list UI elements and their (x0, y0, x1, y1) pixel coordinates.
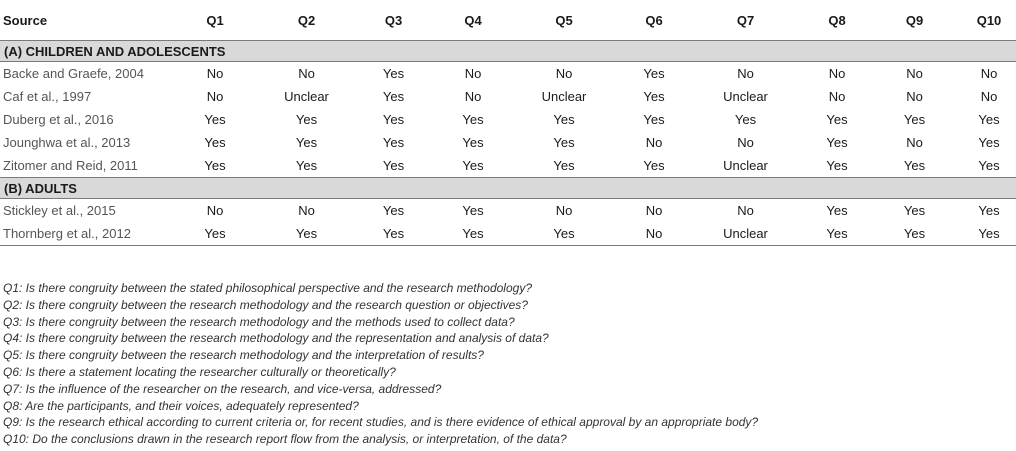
answer-cell: Yes (382, 135, 405, 150)
answer-cell: Yes (462, 112, 484, 127)
answer-cell: No (555, 203, 573, 218)
table-header (0, 0, 1016, 41)
answer-cell: Yes (382, 89, 405, 104)
answer-cell: No (645, 203, 663, 218)
question-legend (3, 280, 758, 448)
answer-cell: Yes (204, 112, 226, 127)
answer-cell: No (298, 203, 315, 218)
source-cell: Backe and Graefe, 2004 (3, 66, 144, 81)
answer-cell: Yes (826, 112, 848, 127)
answer-cell: Yes (382, 203, 405, 218)
source-cell: Stickley et al., 2015 (3, 203, 116, 218)
answer-cell: Unclear (723, 89, 768, 104)
answer-cell: Yes (382, 158, 405, 173)
section-header-row (0, 41, 1016, 62)
answer-cell: Yes (462, 135, 484, 150)
column-header-q9: Q9 (867, 0, 962, 41)
legend-item: Q9: Is the research ethical according to current criteria or, for recent studies, and is there evidence of ethical approval by an appropriate body? (3, 415, 759, 430)
answer-cell: No (737, 135, 754, 150)
answer-cell: Yes (295, 112, 318, 127)
table-row (0, 108, 1016, 131)
legend-item: Q2: Is there congruity between the research methodology and the research question or objectives? (3, 297, 528, 312)
answer-cell: Yes (382, 66, 405, 81)
column-header-q3: Q3 (345, 0, 442, 41)
column-header-q10: Q10 (962, 0, 1016, 41)
answer-cell: No (906, 135, 923, 150)
answer-cell: No (828, 66, 846, 81)
answer-cell: Yes (462, 203, 484, 218)
answer-cell: Yes (734, 112, 757, 127)
table-row (0, 85, 1016, 108)
legend-item: Q8: Are the participants, and their voices, adequately represented? (3, 398, 359, 413)
answer-cell: Yes (204, 135, 226, 150)
table-row (0, 131, 1016, 154)
answer-cell: Yes (903, 203, 926, 218)
answer-cell: Yes (643, 158, 665, 173)
answer-cell: No (206, 66, 224, 81)
answer-cell: No (980, 66, 998, 81)
column-header-q5: Q5 (504, 0, 624, 41)
answer-cell: Unclear (284, 89, 329, 104)
answer-cell: No (206, 203, 224, 218)
answer-cell: Yes (826, 158, 848, 173)
answer-cell: No (906, 89, 923, 104)
answer-cell: No (555, 66, 573, 81)
answer-cell: Yes (295, 158, 318, 173)
answer-cell: No (645, 135, 663, 150)
answer-cell: Unclear (684, 222, 807, 246)
answer-cell: Yes (807, 222, 867, 246)
table-row (0, 222, 1016, 246)
answer-cell: No (206, 89, 224, 104)
answer-cell: No (828, 89, 846, 104)
answer-cell: No (464, 89, 482, 104)
column-header-q4: Q4 (442, 0, 504, 41)
legend-item: Q4: Is there congruity between the research methodology and the representation and analysis of data? (3, 331, 549, 346)
answer-cell: No (737, 66, 754, 81)
answer-cell: Yes (295, 135, 318, 150)
source-cell: Caf et al., 1997 (3, 89, 92, 104)
section-title: (B) ADULTS (0, 178, 1016, 199)
answer-cell: No (906, 66, 923, 81)
answer-cell: Yes (553, 135, 575, 150)
answer-cell: Yes (382, 112, 405, 127)
answer-cell: Yes (826, 135, 848, 150)
answer-cell: Unclear (723, 158, 768, 173)
answer-cell: Yes (643, 89, 665, 104)
source-cell: Jounghwa et al., 2013 (3, 135, 131, 150)
table-row (0, 62, 1016, 86)
table-row (0, 154, 1016, 178)
legend-item: Q5: Is there congruity between the research methodology and the interpretation of results? (3, 348, 484, 363)
answer-cell: Yes (903, 158, 926, 173)
section-title: (A) CHILDREN AND ADOLESCENTS (0, 41, 1016, 62)
column-header-q8: Q8 (807, 0, 867, 41)
answer-cell: Yes (553, 112, 575, 127)
legend-item: Q1: Is there congruity between the stated philosophical perspective and the research methodology? (3, 281, 532, 295)
column-header-q2: Q2 (268, 0, 345, 41)
section-header-row (0, 178, 1016, 199)
answer-cell: No (464, 66, 482, 81)
answer-cell: Yes (978, 112, 1000, 127)
answer-cell: Yes (903, 112, 926, 127)
table-row (0, 199, 1016, 223)
answer-cell: Yes (442, 222, 504, 246)
answer-cell: Yes (504, 222, 624, 246)
legend-item: Q3: Is there congruity between the research methodology and the methods used to collect data? (3, 314, 515, 329)
answer-cell: No (298, 66, 315, 81)
source-cell: Zitomer and Reid, 2011 (3, 158, 138, 173)
answer-cell: Yes (345, 222, 442, 246)
column-header-q7: Q7 (684, 0, 807, 41)
answer-cell: Yes (204, 158, 226, 173)
source-cell: Duberg et al., 2016 (3, 112, 114, 127)
legend-item: Q10: Do the conclusions drawn in the research report flow from the analysis, or interpretation, of the data? (3, 432, 567, 447)
answer-cell: Unclear (541, 89, 587, 104)
answer-cell: Yes (553, 158, 575, 173)
answer-cell: Yes (268, 222, 345, 246)
legend-item: Q7: Is the influence of the researcher on the research, and vice-versa, addressed? (3, 381, 442, 396)
header-row (0, 0, 1016, 41)
answer-cell: Yes (978, 203, 1000, 218)
answer-cell: Yes (962, 222, 1016, 246)
answer-cell: Yes (826, 203, 848, 218)
answer-cell: No (737, 203, 754, 218)
source-cell: Thornberg et al., 2012 (0, 222, 162, 246)
answer-cell: Yes (643, 112, 665, 127)
column-header-source: Source (0, 0, 162, 41)
answer-cell: Yes (462, 158, 484, 173)
legend-item: Q6: Is there a statement locating the researcher culturally or theoretically? (3, 364, 396, 379)
answer-cell: Yes (978, 135, 1000, 150)
answer-cell: Yes (643, 66, 665, 81)
answer-cell: Yes (978, 158, 1000, 173)
answer-cell: Yes (162, 222, 268, 246)
column-header-q1: Q1 (162, 0, 268, 41)
answer-cell: No (624, 222, 684, 246)
column-header-q6: Q6 (624, 0, 684, 41)
answer-cell: Yes (867, 222, 962, 246)
answer-cell: No (980, 89, 998, 104)
table-body (0, 41, 1016, 246)
